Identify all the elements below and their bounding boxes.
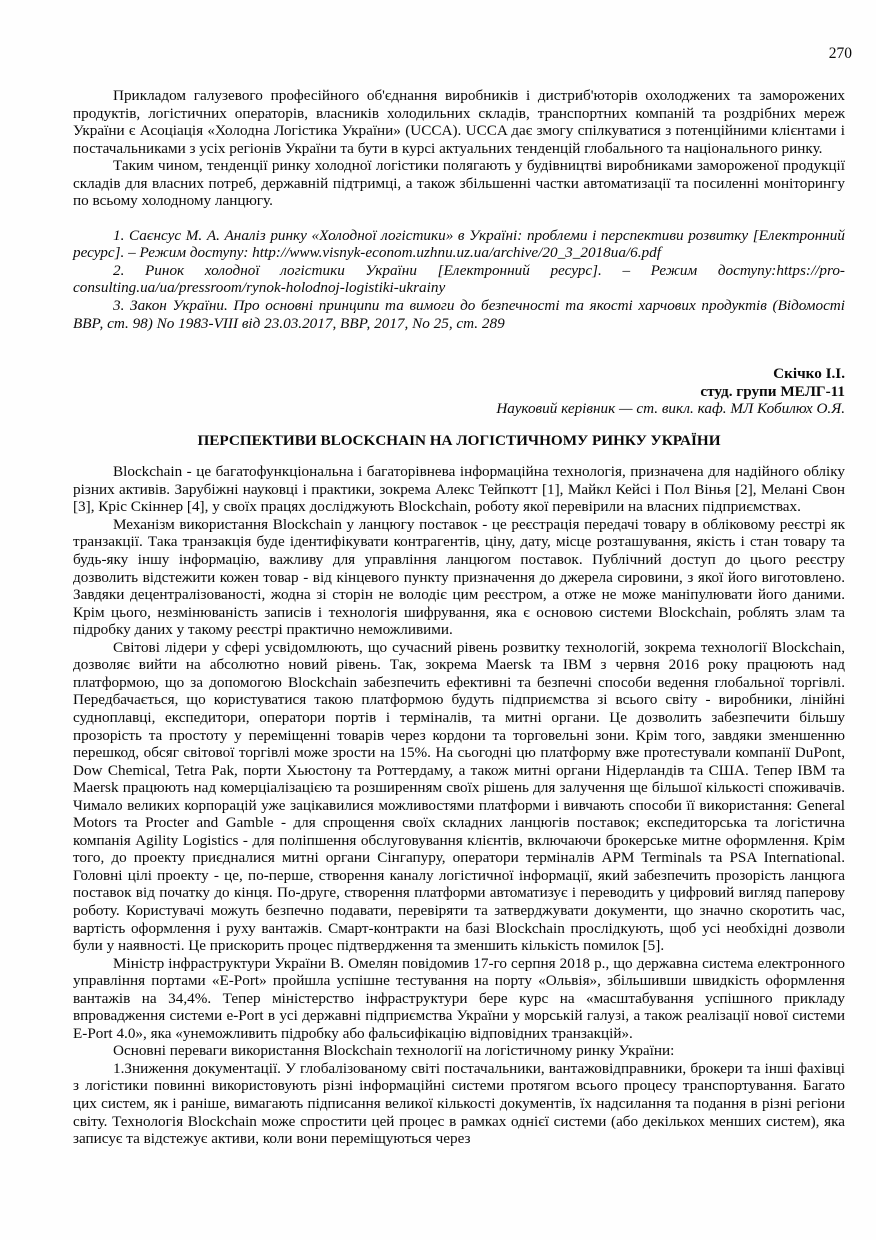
page-number: 270 [828, 45, 852, 62]
paragraph: Міністр інфраструктури України В. Омелян повідомив 17-го серпня 2018 р., що державна система електронного управління портами «E-Port» пройшла успішне тестування на порту «Ольвія», збільшивши швидкість оформлення вантажів на 34,4%. Тепер міністерство інфраструктури бере курс на «масштабування успішного прикладу впровадження системи e-Port в усі державні підприємства України у морській галузі, а також реалізації нової системи E-Port 4.0», яка «унеможливить підробку або фальсифікацію відповідних транзакцій». [73, 954, 845, 1042]
article-body [73, 463, 845, 1147]
paragraph: 1.Зниження документації. У глобалізованому світі постачальники, вантажовідправники, брокери та інші фахівці з логістики повинні використовують різні інформаційні системи протягом всього процесу транспортування. Багато цих систем, як і раніше, вимагають підписання великої кількості документів, їх надсилання та подання в різні регіони світу. Технологія Blockchain може спростити цей процес в рамках однієї системи (або декількох менших систем), яка записує та відстежує активи, коли вони переміщуються через [73, 1059, 845, 1148]
author-group: студ. групи МЕЛГ-11 [700, 382, 845, 400]
paragraph: Таким чином, тенденції ринку холодної логістики полягають у будівництві виробниками замороженої продукції складів для власних потреб, державній підтримці, а також збільшенні частки автоматизації та посиленні моніторингу по всьому холодному ланцюгу. [73, 157, 845, 210]
paragraph: Прикладом галузевого професійного об'єднання виробників і дистриб'юторів охолоджених та заморожених продуктів, логістичних операторів, власників холодильних складів, транспортних компаній та роздрібних мереж України є Асоціація «Холодна Логістика України» (UCCA). UCCA дає змогу спілкуватися з потенційними клієнтами і постачальниками з усіх регіонів України та бути в курсі актуальних тенденцій глобального та національного ринку. [73, 87, 845, 157]
author-block [73, 365, 845, 418]
author-name: Скічко І.І. [773, 365, 845, 383]
reference-item: 1. Саєнсус М. А. Аналіз ринку «Холодної логістики» в Україні: проблеми і перспективи розвитку [Електронний ресурс]. – Режим доступу: http://www.visnyk-econom.uzhnu.uz.ua/archive/20_3_2018ua/6.pdf [73, 226, 845, 262]
paragraph: Blockchain - це багатофункціональна і багаторівнева інформаційна технологія, призначена для надійного обліку різних активів. Зарубіжні науковці і практики, зокрема Алекс Тейпкотт [1], Майкл Кейсі і Пол Вінья [2], Мелані Свон [3], Кріс Скіннер [4], у своїх працях досліджують Blockchain, роботу якої перевірили на власних підприємствах. [73, 463, 845, 516]
article-title: ПЕРСПЕКТИВИ BLOCKCHAIN НА ЛОГІСТИЧНОМУ РИНКУ УКРАЇНИ [197, 431, 721, 449]
reference-item: 3. Закон України. Про основні принципи та вимоги до безпечності та якості харчових продуктів (Відомості ВВР, ст. 98) No 1983-VIII від 23.03.2017, ВВР, 2017, No 25, ст. 289 [73, 297, 845, 332]
supervisor-line: Науковий керівник — ст. викл. каф. МЛ Кобилюх О.Я. [496, 400, 845, 418]
paragraph: Світові лідери у сфері усвідомлюють, що сучасний рівень розвитку технологій, зокрема технології Blockchain, дозволяє вийти на абсолютно новий рівень. Так, зокрема Maersk та IBM з червня 2016 року працюють над платформою, що за допомогою Blockchain забезпечить ефективні та безпечні способи ведення глобальної торгівлі. Передбачається, що користуватися такою платформою будуть підприємства зі всього світу - виробники, лінійні судноплавці, експедитори, оператори портів і терміналів, та митні органи. Це дозволить забезпечити більшу прозорість та простоту у переміщенні товарів через кордони та торговельні зони. Крім того, завдяки зменшенню перешкод, обсяг світової торгівлі може зрости на 15%. На сьогодні цю платформу вже протестували компанії DuPont, Dow Chemical, Tetra Pak, порти Хьюстону та Роттердаму, а також митні органи Нідерландів та США. Тепер IBM та Maersk працюють над комерціалізацією та розширенням своїх рішень для залучення ще більшої кількості споживачів. Чимало великих корпорацій уже зацікавилися можливостями платформи і вивчають способи її використання: General Motors та Procter and Gamble - для спрощення своїх складних ланцюгів поставок; експедиторська та логістична компанія Agility Logistics - для поліпшення обслуговування клієнтів, включаючи брокерське митне оформлення. Крім того, до проекту приєдналися митні органи Сінгапуру, оператори терміналів APM Terminals та PSA International. Головні цілі проекту - це, по-перше, створення каналу логістичної інформації, який забезпечить прозорість ланцюга поставок від початку до кінця. По-друге, створення платформи автоматизує і переводить у цифровий вигляд паперову роботу. Користувачі можуть безпечно подавати, перевіряти та затверджувати документи, що значно скоротить час, вартість оформлення і руху вантажів. Смарт-контракти на базі Blockchain прослідкують, щоб усі необхідні дозволи були у наявності. Це прискорить процес підтвердження та зменшить кількість помилок [5]. [73, 638, 845, 955]
paragraph: Механізм використання Blockchain у ланцюгу поставок - це реєстрація передачі товару в обліковому реєстрі як транзакції. Така транзакція буде ідентифікувати контрагентів, ціну, дату, місце розташування, якість і стан товару та будь-яку іншу інформацію, важливу для управління ланцюгом поставок. Публічний доступ до цього реєстру дозволить відстежити кожен товар - від кінцевого пункту призначення до джерела сировини, з якої його виготовлено. Завдяки децентралізованості, жодна зі сторін не володіє цим реєстром, а отже не може маніпулювати його даними. Крім цього, незмінюваність записів і технологія шифрування, яка є основою системи Blockchain, роблять злам та підробку даних у такому реєстрі практично неможливими. [73, 515, 845, 639]
reference-item: 2. Ринок холодної логістики України [Електронний ресурс]. – Режим доступу:https://pro-consulting.ua/ua/pressroom/rynok-holodnoj-logistiki-ukrainy [73, 261, 845, 297]
page-content [73, 87, 845, 1148]
paragraph: Основні переваги використання Blockchain технології на логістичному ринку України: [113, 1042, 675, 1060]
reference-list [73, 227, 845, 332]
